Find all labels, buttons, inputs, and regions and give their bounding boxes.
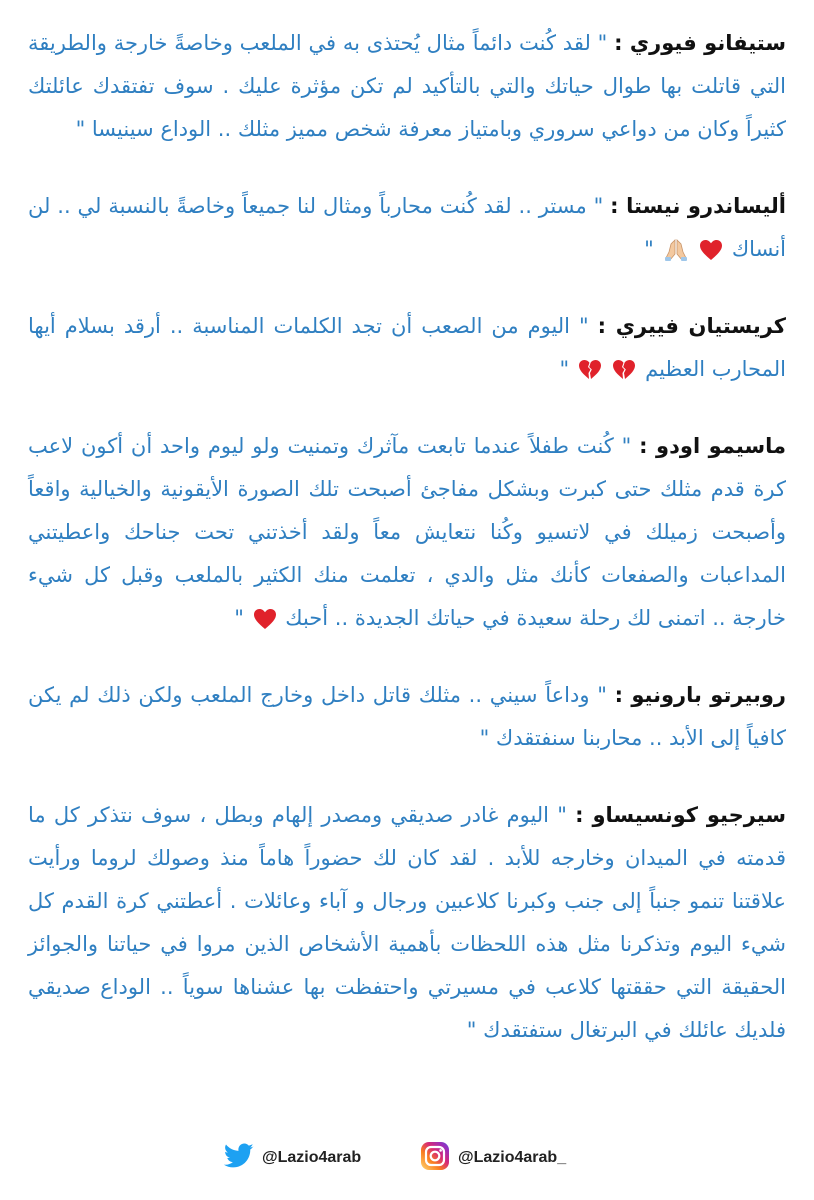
speaker-name: روبيرتو بارونيو : — [614, 683, 786, 707]
broken-heart-icon — [612, 359, 636, 381]
social-footer — [0, 1142, 814, 1182]
tribute-massimo-oddo — [28, 425, 786, 640]
tribute-roberto-baronio — [28, 674, 786, 760]
twitter-handle-group[interactable] — [224, 1142, 361, 1174]
speaker-name: ستيفانو فيوري : — [614, 31, 786, 55]
quote-text: " اليوم غادر صديقي ومصدر إلهام وبطل ، سوف نتذكر كل ما قدمته في الميدان وخارجه للأبد . لقد كان لك حضوراً هاماً منذ وصولك لروما ورأيت علاقتنا تنمو جنباً إلى جنب وكبرنا كلاعبين ورجال و آباء وعائلات . أعطتني كرة القدم كل شيء اليوم وتذكرنا مثل هذه اللحظات بأهمية الأشخاص الذين مروا في حياتنا والجوائز الحقيقة التي حققتها كلاعب في مسيرتي واحتفظت بها عشناها سوياً .. الوداع صديقي فلديك عائلك في البرتغال ستفتقدك " — [28, 803, 786, 1042]
quote-text: " اليوم من الصعب أن تجد الكلمات المناسبة .. أرقد بسلام أيها المحارب العظيم — [28, 314, 786, 381]
instagram-handle-group[interactable] — [420, 1142, 566, 1174]
quote-close-mark: " — [559, 357, 570, 381]
tribute-alessandro-nesta — [28, 185, 786, 271]
quote-close-mark: " — [234, 606, 244, 630]
twitter-bird-icon — [224, 1143, 254, 1173]
tribute-christian-vieri — [28, 305, 786, 391]
quote-text: " لقد كُنت دائماً مثال يُحتذى به في الملعب وخاصةً خارجة والطريقة التي قاتلت بها طوال حياتك والتي بالتأكيد لم تكن مؤثرة عليك . سوف تفتقدك عائلتك كثيراً وكان من دواعي سروري وبامتياز معرفة شخص مميز مثلك .. الوداع سينيسا " — [28, 31, 786, 141]
red-heart-icon — [699, 239, 723, 261]
speaker-name: سيرجيو كونسيساو : — [575, 803, 786, 827]
instagram-icon — [420, 1141, 450, 1175]
red-heart-icon — [253, 608, 277, 630]
quote-text: " وداعاً سيني .. مثلك قاتل داخل وخارج الملعب ولكن ذلك لم يكن كافياً إلى الأبد .. محاربنا سنفتقدك " — [28, 683, 786, 750]
quote-close-mark: " — [644, 237, 654, 261]
broken-heart-icon — [578, 359, 602, 381]
quote-text: " مستر .. لقد كُنت محارباً ومثال لنا جميعاً وخاصةً بالنسبة لي .. لن أنساك — [28, 194, 786, 261]
twitter-handle-text: @Lazio4arab — [262, 1149, 362, 1166]
speaker-name: أليساندرو نيستا : — [610, 194, 786, 218]
instagram-handle-text: @Lazio4arab_ — [458, 1149, 567, 1166]
tribute-stefano-fiore — [28, 22, 786, 151]
speaker-name: كريستيان فييري : — [597, 314, 786, 338]
tribute-sergio-conceicao — [28, 794, 786, 1052]
quote-text: " كُنت طفلاً عندما تابعت مآثرك وتمنيت ولو ليوم واحد أن أكون لاعب كرة قدم مثلك حتى كبرت وبشكل مفاجئ أصبحت تلك الصورة الأيقونية والخيالية واقعاً وأصبحت زميلك في لاتسيو وكُنا نتعايش معاً ولقد أخذتني تحت جناحك واعطيتني المداعبات والصفعات كأنك مثل والدي ، تعلمت منك الكثير بالملعب وقبل كل شيء خارجة .. اتمنى لك رحلة سعيدة في حياتك الجديدة .. أحبك — [28, 434, 786, 630]
folded-hands-icon — [663, 238, 689, 262]
speaker-name: ماسيمو اودو : — [639, 434, 786, 458]
